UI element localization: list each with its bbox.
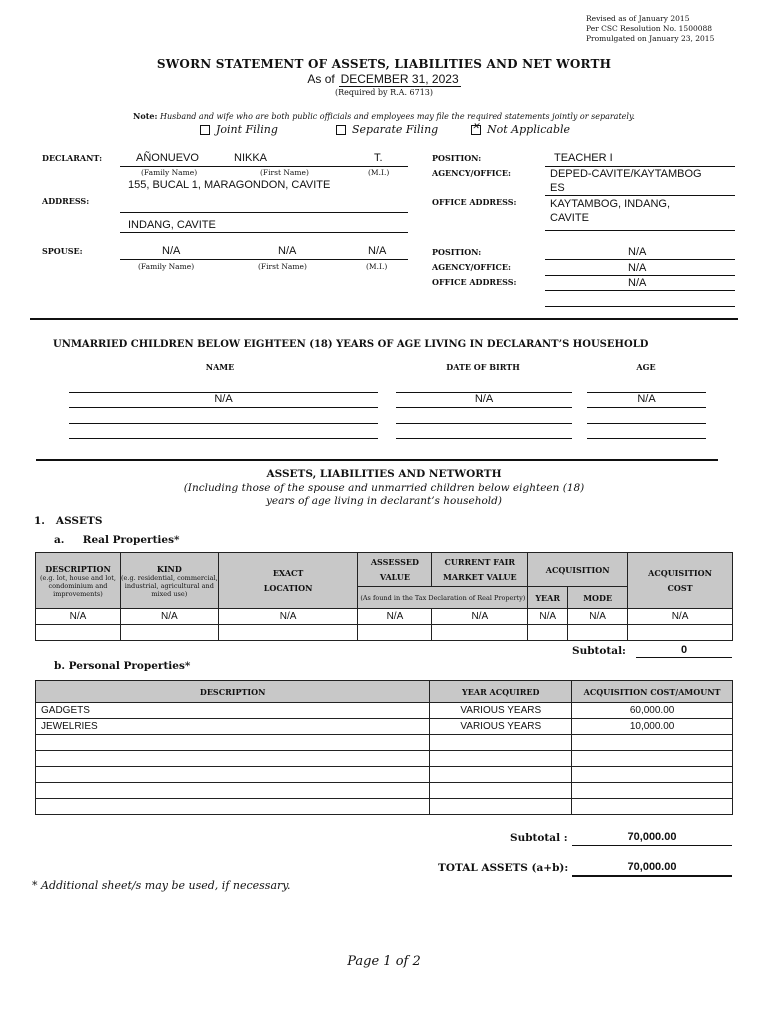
spouse-agency-label: AGENCY/OFFICE: (432, 262, 511, 272)
personal-h-year: YEAR ACQUIRED (430, 681, 572, 703)
real-h-kind-label: KIND (156, 563, 182, 574)
personal-properties-heading: b. Personal Properties* (54, 660, 191, 672)
real-description: N/A (36, 609, 121, 625)
spouse-first-caption: (First Name) (258, 262, 307, 271)
children-heading: UNMARRIED CHILDREN BELOW EIGHTEEN (18) YEARS OF AGE LIVING IN DECLARANT’S HOUSEHOLD (53, 339, 649, 350)
not-applicable-checkbox[interactable] (471, 125, 481, 135)
spouse-label: SPOUSE: (42, 246, 83, 256)
real-h-location-2: LOCATION (263, 582, 313, 593)
agency-line1: DEPED-CAVITE/KAYTAMBOG (550, 168, 702, 180)
declarant-family-name: AÑONUEVO (136, 152, 199, 164)
spouse-family-name: N/A (162, 245, 181, 257)
resolution-line: Per CSC Resolution No. 1500088 (586, 24, 713, 33)
personal-year: VARIOUS YEARS (430, 703, 572, 719)
real-location: N/A (218, 609, 358, 625)
spouse-office-address-label: OFFICE ADDRESS: (432, 277, 517, 287)
note-text: Husband and wife who are both public officials and employees may file the required statements jointly or separately. (159, 112, 635, 121)
declarant-office-address (550, 197, 670, 225)
joint-filing-option[interactable] (200, 123, 278, 136)
spouse-mi-caption: (M.I.) (366, 262, 388, 271)
personal-description: JEWELRIES (36, 719, 430, 735)
personal-year: VARIOUS YEARS (430, 719, 572, 735)
real-h-acquisition: ACQUISITION (528, 553, 628, 587)
alnw-heading: ASSETS, LIABILITIES AND NETWORTH (266, 468, 502, 480)
personal-subtotal: 70,000.00 (627, 831, 677, 843)
note-label: Note: (133, 111, 158, 121)
section-divider-2 (36, 459, 718, 461)
real-h-cost-1: ACQUISITION (648, 567, 712, 578)
real-properties-heading: a. Real Properties* (54, 534, 180, 546)
personal-cost: 10,000.00 (572, 719, 733, 735)
form-title: SWORN STATEMENT OF ASSETS, LIABILITIES AND NET WORTH (156, 57, 612, 71)
children-col-name: NAME (205, 362, 235, 372)
real-h-year: YEAR (528, 587, 568, 609)
real-subtotal: 0 (680, 644, 688, 656)
spouse-position-label: POSITION: (432, 247, 482, 257)
separate-filing-checkbox[interactable] (336, 125, 346, 135)
office-address-line2: CAVITE (550, 212, 589, 224)
real-h-market-1: CURRENT FAIR (444, 556, 516, 567)
real-h-cost (628, 553, 733, 609)
page-number: Page 1 of 2 (347, 954, 421, 969)
spouse-agency: N/A (628, 262, 647, 274)
real-h-location-1: EXACT (272, 567, 304, 578)
child-age: N/A (637, 393, 656, 405)
separate-filing-option[interactable] (336, 123, 438, 136)
real-year: N/A (528, 609, 568, 625)
declarant-family-caption: (Family Name) (141, 168, 198, 177)
table-row (36, 703, 733, 719)
personal-subtotal-label: Subtotal : (510, 832, 568, 844)
real-assessed: N/A (358, 609, 432, 625)
as-of-label: As of (307, 72, 335, 86)
children-col-dob: DATE OF BIRTH (446, 362, 520, 372)
real-h-description-label: DESCRIPTION (45, 563, 111, 574)
real-market: N/A (432, 609, 528, 625)
assets-heading: 1. ASSETS (34, 515, 103, 527)
real-h-location (218, 553, 358, 609)
spouse-office-address: N/A (628, 277, 647, 289)
revision-line: Revised as of January 2015 (586, 14, 690, 23)
personal-properties-table (35, 680, 733, 815)
total-assets: 70,000.00 (627, 861, 677, 873)
table-row (36, 625, 733, 641)
declarant-first-name: NIKKA (234, 152, 268, 164)
table-row (36, 609, 733, 625)
alnw-sub2: years of age living in declarant’s household) (266, 495, 502, 507)
as-of-line (0, 72, 768, 87)
real-h-values-note (358, 587, 528, 609)
personal-description: GADGETS (36, 703, 430, 719)
personal-cost: 60,000.00 (572, 703, 733, 719)
declarant-mi: T. (374, 152, 383, 164)
address-label: ADDRESS: (42, 196, 90, 206)
real-h-description-note: (e.g. lot, house and lot, condominium and improvements) (39, 573, 116, 598)
footnote: * Additional sheet/s may be used, if necessary. (32, 879, 291, 892)
position-label: POSITION: (432, 153, 482, 163)
note-line (0, 111, 768, 121)
required-by: (Required by R.A. 6713) (334, 88, 434, 97)
real-h-market-2: MARKET VALUE (443, 571, 517, 582)
spouse-position: N/A (628, 246, 647, 258)
spouse-family-caption: (Family Name) (138, 262, 195, 271)
section-divider (30, 318, 738, 320)
as-of-date: DECEMBER 31, 2023 (340, 72, 459, 86)
children-col-age: AGE (636, 362, 656, 372)
declarant-agency (550, 167, 702, 195)
personal-h-description: DESCRIPTION (36, 681, 430, 703)
declarant-position: TEACHER I (554, 152, 613, 164)
child-name: N/A (214, 393, 233, 405)
real-cost: N/A (628, 609, 733, 625)
promulgation-line: Promulgated on January 23, 2015 (586, 34, 715, 43)
spouse-first-name: N/A (278, 245, 297, 257)
total-assets-label: TOTAL ASSETS (a+b): (438, 862, 569, 874)
agency-line2: ES (550, 182, 565, 194)
separate-filing-label: Separate Filing (352, 123, 439, 136)
declarant-mi-caption: (M.I.) (368, 168, 390, 177)
not-applicable-label: Not Applicable (487, 123, 571, 136)
table-row (36, 719, 733, 735)
real-h-assessed-2: VALUE (379, 571, 410, 582)
real-subtotal-label: Subtotal: (572, 645, 626, 657)
real-properties-table (35, 552, 733, 641)
spouse-mi: N/A (368, 245, 387, 257)
declarant-first-caption: (First Name) (260, 168, 309, 177)
revision-note (586, 14, 714, 44)
real-h-cost-2: COST (667, 582, 693, 593)
real-kind: N/A (120, 609, 218, 625)
real-h-mode: MODE (568, 587, 628, 609)
declarant-address-line1: 155, BUCAL 1, MARAGONDON, CAVITE (128, 179, 331, 191)
real-h-assessed-1: ASSESSED (370, 556, 419, 567)
joint-filing-label: Joint Filing (216, 123, 278, 136)
office-address-label: OFFICE ADDRESS: (432, 197, 517, 207)
declarant-label: DECLARANT: (42, 153, 103, 163)
office-address-line1: KAYTAMBOG, INDANG, (550, 198, 670, 210)
agency-label: AGENCY/OFFICE: (432, 168, 511, 178)
joint-filing-checkbox[interactable] (200, 125, 210, 135)
personal-h-cost: ACQUISITION COST/AMOUNT (572, 681, 733, 703)
real-h-kind-note: (e.g. residential, commercial, industrial, agricultural and mixed use) (121, 573, 218, 598)
real-mode: N/A (568, 609, 628, 625)
child-dob: N/A (474, 393, 494, 405)
declarant-address-line2: INDANG, CAVITE (128, 219, 216, 231)
real-h-assessed (358, 553, 432, 587)
not-applicable-option[interactable] (471, 123, 570, 136)
real-h-kind (120, 553, 218, 609)
real-h-description (36, 553, 121, 609)
alnw-sub1: (Including those of the spouse and unmarried children below eighteen (18) (183, 482, 585, 494)
real-h-values-note-text: (As found in the Tax Declaration of Real Property) (360, 593, 526, 602)
real-h-market (432, 553, 528, 587)
